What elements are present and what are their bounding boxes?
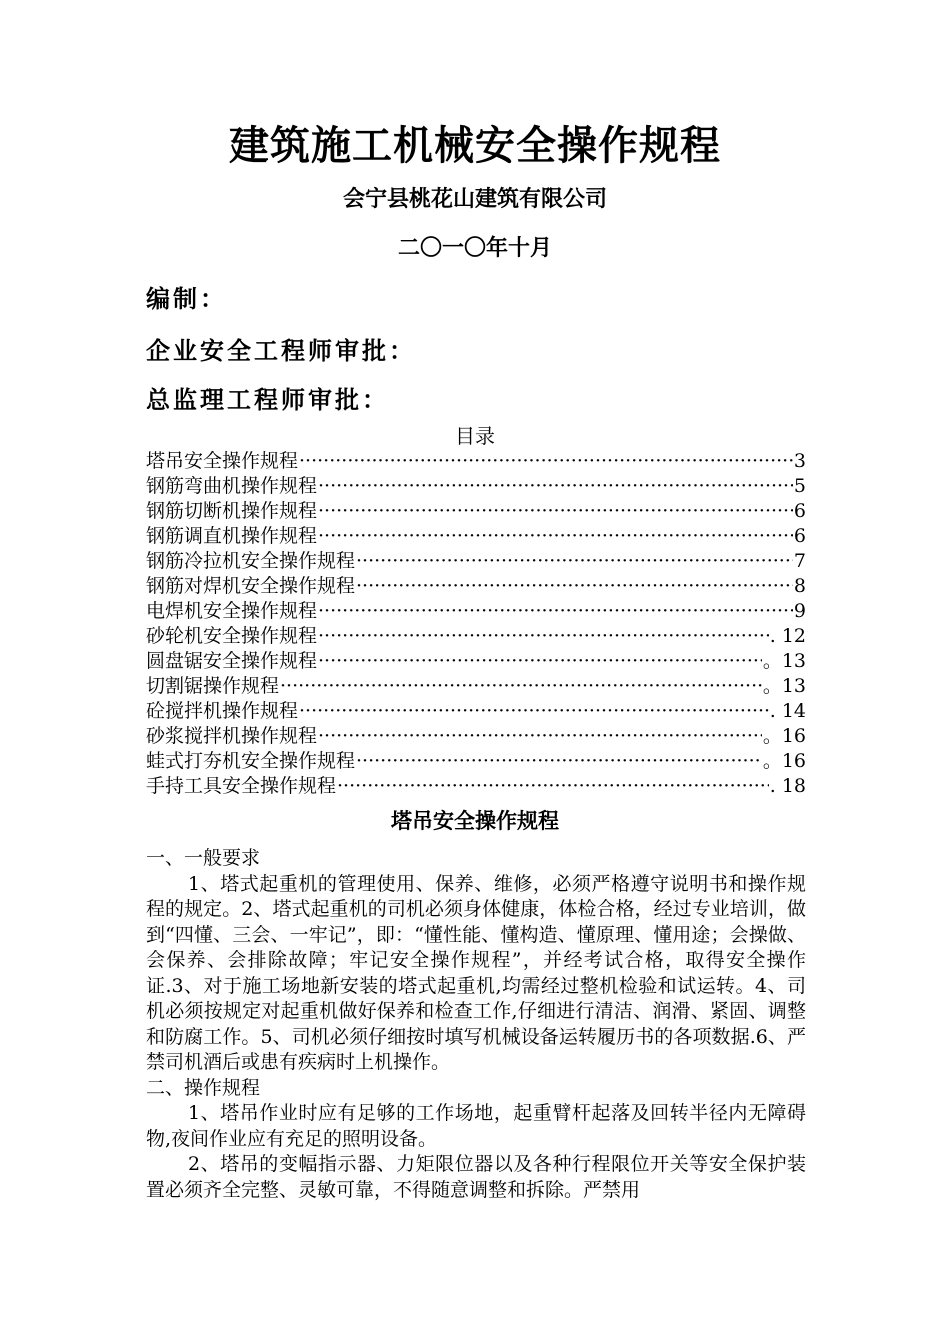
toc-leader-dots bbox=[318, 649, 762, 674]
toc-item-label: 手持工具安全操作规程 bbox=[146, 775, 337, 797]
toc-title: 目录 bbox=[455, 424, 495, 448]
toc-item[interactable] bbox=[146, 774, 806, 799]
toc-item-label: 钢筋冷拉机安全操作规程 bbox=[146, 550, 356, 572]
toc-item[interactable] bbox=[146, 474, 806, 499]
toc-item[interactable] bbox=[146, 574, 806, 599]
toc-item[interactable] bbox=[146, 499, 806, 524]
chief-supervisor-approval-label: 总监理工程师审批： bbox=[146, 386, 389, 414]
document-date: 二〇一〇年十月 bbox=[397, 236, 552, 261]
toc-item[interactable] bbox=[146, 674, 806, 699]
toc-page-number: 5 bbox=[793, 475, 806, 497]
toc-leader-dots bbox=[318, 624, 769, 649]
document-title: 建筑施工机械安全操作规程 bbox=[229, 123, 721, 169]
toc-page-number: 9 bbox=[793, 600, 806, 622]
section-title: 塔吊安全操作规程 bbox=[391, 809, 559, 833]
toc-item[interactable] bbox=[146, 549, 806, 574]
section-body bbox=[146, 846, 806, 1203]
toc-item-label: 钢筋切断机操作规程 bbox=[146, 500, 318, 522]
part2-item-2: 2、塔吊的变幅指示器、力矩限位器以及各种行程限位开关等安全保护装置必须齐全完整、灵敏可靠，不得随意调整和拆除。严禁用 bbox=[146, 1153, 806, 1201]
toc-page-number: 3 bbox=[793, 450, 806, 472]
part1-paragraph: 1、塔式起重机的管理使用、保养、维修，必须严格遵守说明书和操作规程的规定。2、塔式起重机的司机必须身体健康，体检合格，经过专业培训，做到“四懂、三会、一牢记”，即：“懂性能、懂构造、懂原理、懂用途；会操做、会保养、会排除故障；牢记安全操作规程”，并经考试合格，取得安全操作证.3、对于施工场地新安装的塔式起重机,均需经过整机检验和试运转。4、司机必须按规定对起重机做好保养和检查工作,仔细进行清洁、润滑、紧固、调整和防腐工作。5、司机必须仔细按时填写机械设备运转履历书的各项数据.6、严禁司机酒后或患有疾病时上机操作。 bbox=[146, 872, 806, 1073]
toc-item-label: 塔吊安全操作规程 bbox=[146, 450, 299, 472]
toc-item[interactable] bbox=[146, 699, 806, 724]
toc-leader-dots bbox=[318, 524, 793, 549]
toc-leader-dots bbox=[337, 774, 769, 799]
toc-page-number: 。16 bbox=[762, 725, 806, 747]
toc-page-number: 。13 bbox=[762, 675, 806, 697]
toc-item[interactable] bbox=[146, 724, 806, 749]
toc-page-number: 8 bbox=[793, 575, 806, 597]
toc-leader-dots bbox=[318, 724, 762, 749]
toc-item[interactable] bbox=[146, 649, 806, 674]
toc-item[interactable] bbox=[146, 599, 806, 624]
toc-item[interactable] bbox=[146, 449, 806, 474]
toc-item[interactable] bbox=[146, 524, 806, 549]
toc-page-number: . 18 bbox=[769, 775, 806, 797]
toc-item[interactable] bbox=[146, 624, 806, 649]
toc-item-label: 砂浆搅拌机操作规程 bbox=[146, 725, 318, 747]
part2-item-1: 1、塔吊作业时应有足够的工作场地，起重臂杆起落及回转半径内无障碍物,夜间作业应有充足的照明设备。 bbox=[146, 1102, 806, 1150]
toc-leader-dots bbox=[299, 449, 793, 474]
table-of-contents bbox=[146, 449, 806, 799]
part2-heading: 二、操作规程 bbox=[146, 1076, 261, 1099]
toc-item-label: 砼搅拌机操作规程 bbox=[146, 700, 299, 722]
compiler-signature-label: 编制： bbox=[146, 285, 227, 313]
toc-item-label: 砂轮机安全操作规程 bbox=[146, 625, 318, 647]
toc-leader-dots bbox=[356, 749, 762, 774]
toc-leader-dots bbox=[356, 574, 793, 599]
toc-leader-dots bbox=[280, 674, 762, 699]
toc-page-number: . 14 bbox=[769, 700, 806, 722]
toc-item-label: 切割锯操作规程 bbox=[146, 675, 280, 697]
toc-leader-dots bbox=[318, 599, 793, 624]
toc-leader-dots bbox=[299, 699, 769, 724]
toc-leader-dots bbox=[318, 474, 793, 499]
toc-page-number: 。16 bbox=[762, 750, 806, 772]
toc-leader-dots bbox=[356, 549, 793, 574]
toc-item-label: 钢筋调直机操作规程 bbox=[146, 525, 318, 547]
toc-leader-dots bbox=[318, 499, 793, 524]
toc-item-label: 电焊机安全操作规程 bbox=[146, 600, 318, 622]
toc-item-label: 蛙式打夯机安全操作规程 bbox=[146, 750, 356, 772]
toc-page-number: . 12 bbox=[769, 625, 806, 647]
toc-page-number: 7 bbox=[793, 550, 806, 572]
part1-heading: 一、一般要求 bbox=[146, 847, 261, 869]
toc-item-label: 钢筋弯曲机操作规程 bbox=[146, 475, 318, 497]
toc-page-number: 。13 bbox=[762, 650, 806, 672]
company-name: 会宁县桃花山建筑有限公司 bbox=[342, 187, 607, 212]
safety-engineer-approval-label: 企业安全工程师审批： bbox=[146, 337, 416, 365]
toc-page-number: 6 bbox=[793, 525, 806, 547]
toc-page-number: 6 bbox=[793, 500, 806, 522]
toc-item[interactable] bbox=[146, 749, 806, 774]
toc-item-label: 圆盘锯安全操作规程 bbox=[146, 650, 318, 672]
toc-item-label: 钢筋对焊机安全操作规程 bbox=[146, 575, 356, 597]
